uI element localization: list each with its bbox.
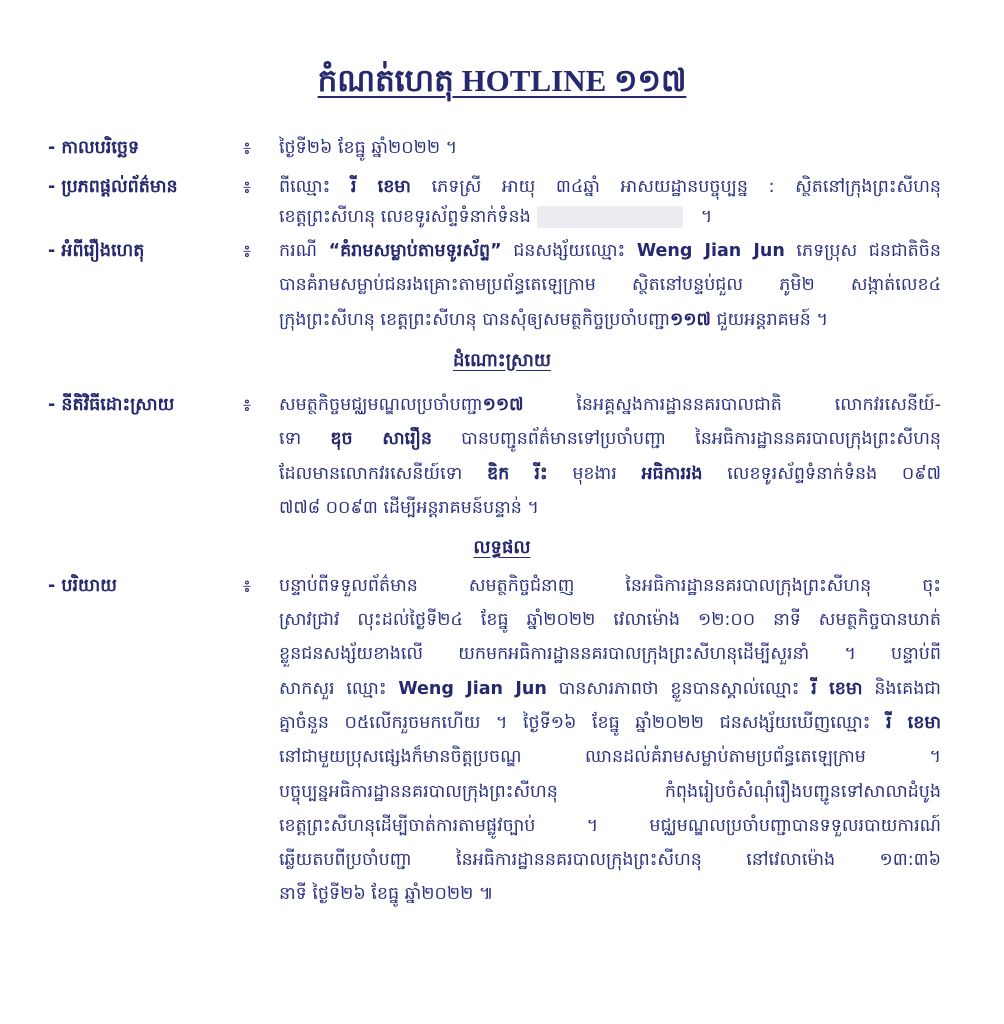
description-text: បានសារភាពថា ខ្លួនបានស្គាល់ឈ្មោះ	[546, 679, 812, 699]
colon-date: ៖	[243, 138, 251, 159]
description-line-7: បច្ចុប្បន្នអធិការដ្ឋាននគរបាលក្រុងព្រះសីហនុ កំពុងរៀបចំសំណុំរឿងបញ្ជូនទៅសាលាដំបូង	[279, 782, 941, 802]
source-text: ភេទស្រី អាយុ ៣៤ឆ្នាំ អាសយដ្ឋានបច្ចុប្បន្ន : ស្ថិតនៅក្រុងព្រះសីហនុ	[410, 177, 941, 197]
case-text: ក្រុងព្រះសីហនុ ខេត្តព្រះសីហនុ បានសុំឲ្យសមត្ថកិច្ចប្រចាំបញ្ជា	[279, 310, 671, 330]
suspect-name: Weng Jian Jun	[398, 679, 547, 699]
description-line-2: ស្រាវជ្រាវ លុះដល់ថ្ងៃទី២៤ ខែធ្នូ ឆ្នាំ២០២២ វេលាម៉ោង ១២:០០ នាទី សមត្ថកិច្ចបានឃាត់	[279, 610, 941, 630]
description-line-3: ខ្លួនជនសង្ស័យខាងលើ យកមកអធិការដ្ឋាននគរបាលក្រុងព្រះសីហនុដើម្បីសួរនាំ ។ បន្ទាប់ពី	[279, 644, 941, 664]
hotline-number: ១១៧	[670, 310, 711, 330]
case-text: ភេទប្រុស ជនជាតិចិន	[784, 241, 941, 261]
procedure-line-4: ៧៧៨ ០០៩៣ ដើម្បីអន្តរាគមន៍បន្ទាន់ ។	[279, 498, 539, 518]
source-text: ខេត្តព្រះសីហនុ លេខទូរស័ព្ទទំនាក់ទំនង	[279, 207, 531, 227]
colon-procedure: ៖	[243, 395, 251, 416]
description-line-4	[279, 677, 941, 703]
redacted-phone-number	[537, 206, 683, 228]
procedure-text: ទោ	[279, 429, 331, 449]
source-line-2	[279, 205, 941, 231]
description-text: សាកសួរ ឈ្មោះ	[279, 679, 399, 699]
procedure-text: ដែលមានលោកវរសេនីយ៍ទោ	[279, 464, 487, 484]
source-text: ពីឈ្មោះ	[279, 177, 351, 197]
colon-source: ៖	[243, 177, 251, 198]
hotline-number: ១១៧	[482, 395, 524, 415]
report-title: កំណត់ហេតុ HOTLINE ១១៧	[317, 63, 687, 98]
officer-position: អធិការរង	[641, 464, 703, 484]
description-line-10: នាទី ថ្ងៃទី២៦ ខែធ្នូ ឆ្នាំ២០២២ ៕	[279, 884, 494, 904]
colon-case: ៖	[243, 241, 251, 262]
label-description: - បរិយាយ	[48, 576, 117, 596]
procedure-line-1	[279, 393, 941, 419]
description-line-1: បន្ទាប់ពីទទួលព័ត៌មាន សមត្ថកិច្ចជំនាញ នៃអធិការដ្ឋាននគរបាលក្រុងព្រះសីហនុ ចុះ	[279, 576, 941, 596]
procedure-line-3	[279, 462, 941, 488]
procedure-text: លេខទូរស័ព្ទទំនាក់ទំនង ០៩៧	[702, 464, 941, 484]
procedure-text: បានបញ្ជូនព័ត៌មានទៅប្រចាំបញ្ជា នៃអធិការដ្ឋាននគរបាលក្រុងព្រះសីហនុ	[431, 429, 941, 449]
case-text: ជួយអន្តរាគមន៍ ។	[710, 310, 828, 330]
description-text: គ្នាចំនួន ០៥លើករួចមកហើយ ។ ថ្ងៃទី១៦ ខែធ្នូ ឆ្នាំ២០២២ ជនសង្ស័យឃើញឈ្មោះ	[279, 713, 887, 733]
case-type: “គំរាមសម្លាប់តាមទូរស័ព្ទ”	[328, 241, 502, 261]
source-text: ។	[700, 207, 713, 227]
label-date: - កាលបរិច្ឆេទ	[48, 138, 140, 158]
case-line-1	[279, 239, 941, 265]
result-heading: លទ្ធផល	[473, 537, 531, 558]
date-text: ថ្ងៃទី២៦ ខែធ្នូ ឆ្នាំ២០២២ ។	[279, 138, 458, 158]
description-line-8: ខេត្តព្រះសីហនុដើម្បីចាត់ការតាមផ្លូវច្បាប់ ។ មជ្ឈមណ្ឌលប្រចាំបញ្ជាបានទទួលរបាយការណ៍	[279, 816, 941, 836]
description-line-5	[279, 711, 941, 737]
informant-name: រី ខេមា	[811, 679, 863, 699]
case-text: ជនសង្ស័យឈ្មោះ	[501, 241, 637, 261]
label-procedure: - នីតិវិធីដោះស្រាយ	[48, 395, 175, 415]
suspect-name: Weng Jian Jun	[636, 241, 785, 261]
procedure-text: មុខងារ	[547, 464, 642, 484]
procedure-text: នៃអគ្គស្នងការដ្ឋាននគរបាលជាតិ លោកវរសេនីយ៍-	[523, 395, 941, 415]
informant-name: រី ខេមា	[886, 713, 941, 733]
label-source: - ប្រភពផ្តល់ព័ត៌មាន	[48, 177, 178, 197]
procedure-line-2	[279, 427, 941, 453]
case-line-3	[279, 308, 941, 334]
colon-description: ៖	[243, 576, 251, 597]
informant-name: រី ខេមា	[350, 177, 411, 197]
case-text: ករណី	[279, 241, 329, 261]
source-line-1	[279, 175, 941, 201]
description-text: និងគេងជា	[862, 679, 941, 699]
description-line-6: នៅជាមួយប្រុសផ្សេងក៏មានចិត្តប្រចណ្ឌ ឈានដល់គំរាមសម្លាប់តាមប្រព័ន្ធតេឡេក្រាម ។	[279, 747, 941, 767]
officer-name: ឌុច សារឿន	[330, 429, 432, 449]
case-line-2: បានគំរាមសម្លាប់ជនរងគ្រោះតាមប្រព័ន្ធតេឡេក្រាម ស្ថិតនៅបន្ទប់ជួល ភូមិ២ សង្កាត់លេខ៤	[279, 275, 941, 295]
solution-heading: ដំណោះស្រាយ	[452, 350, 552, 371]
procedure-text: សមត្ថកិច្ចមជ្ឈមណ្ឌលប្រចាំបញ្ជា	[279, 395, 483, 415]
officer-name: ឌិក រីះ	[486, 464, 548, 484]
label-case: - អំពីរឿងហេតុ	[48, 241, 145, 261]
description-line-9: ឆ្លើយតបពីប្រចាំបញ្ជា នៃអធិការដ្ឋាននគរបាលក្រុងព្រះសីហនុ នៅវេលាម៉ោង ១៣:៣៦	[279, 850, 941, 870]
